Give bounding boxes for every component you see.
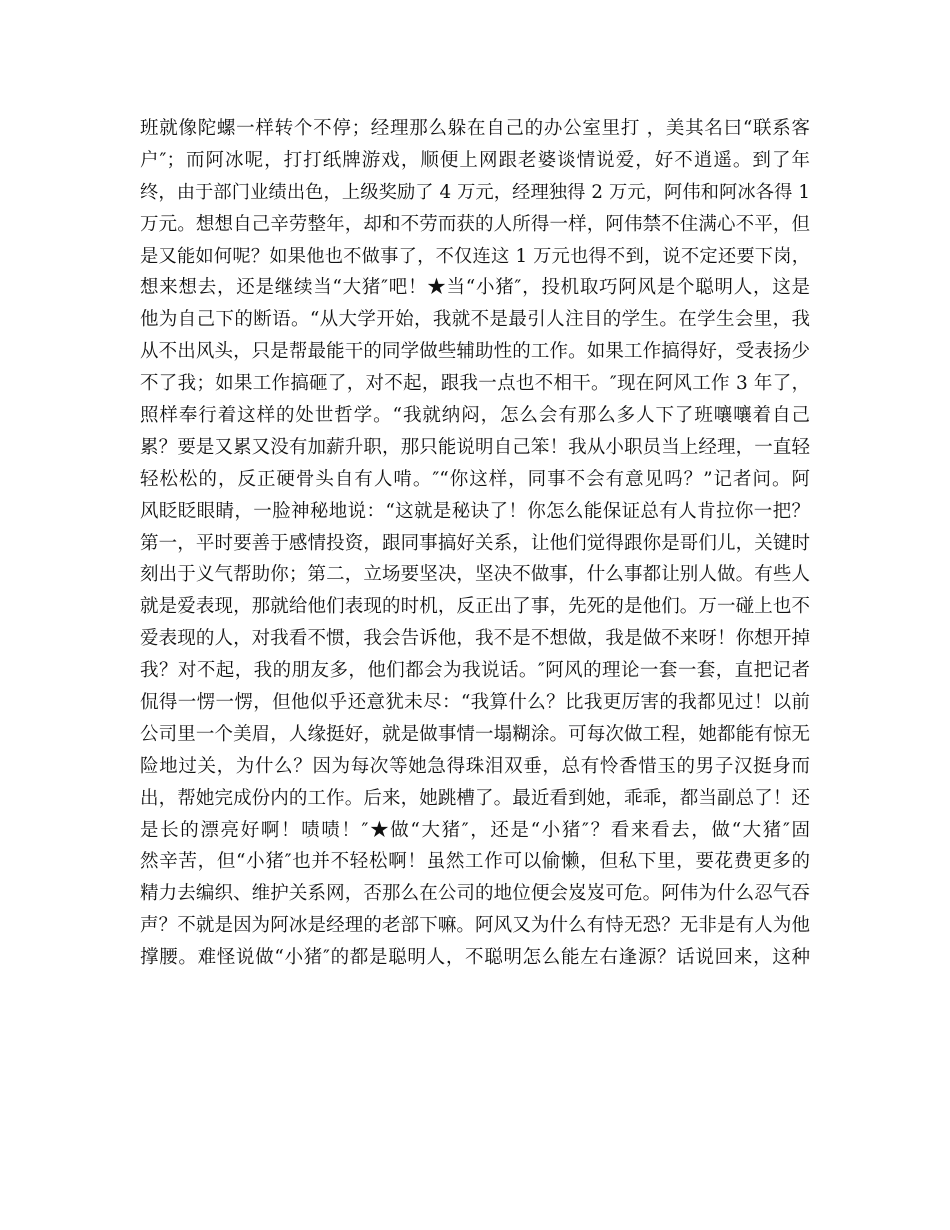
text-line: 出，帮她完成份内的工作。后来，她跳槽了。最近看到她，乖乖，都当副总了！还 (140, 787, 810, 809)
text-line: 精力去编织、维护关系网，否那么在公司的地位便会岌岌可危。阿伟为什么忍气吞 (140, 883, 810, 905)
text-line: 他为自己下的断语。“从大学开始，我就不是最引人注目的学生。在学生会里，我 (140, 309, 810, 331)
text-line: 侃得一愣一愣，但他似乎还意犹未尽：“我算什么？比我更厉害的我都见过！以前 (140, 692, 810, 714)
text-line: 是长的漂亮好啊！啧啧！″★做“大猪″，还是“小猪″？看来看去，做“大猪″固 (140, 819, 810, 841)
body-text (140, 113, 810, 974)
text-line: 户″；而阿冰呢，打打纸牌游戏，顺便上网跟老婆谈情说爱，好不逍遥。到了年 (140, 149, 810, 171)
text-line: 爱表现的人，对我看不惯，我会告诉他，我不是不想做，我是做不来呀！你想开掉 (140, 628, 810, 650)
text-line: 累？要是又累又没有加薪升职，那只能说明自己笨！我从小职员当上经理，一直轻 (140, 436, 810, 458)
text-line: 班就像陀螺一样转个不停；经理那么躲在自己的办公室里打 ，美其名曰“联系客 (140, 118, 810, 139)
text-line: 刻出于义气帮助你；第二，立场要坚决，坚决不做事，什么事都让别人做。有些人 (140, 564, 810, 586)
text-line: 撑腰。难怪说做“小猪″的都是聪明人，不聪明怎么能左右逢源？话说回来，这种 (140, 947, 810, 969)
text-line: 万元。想想自己辛劳整年，却和不劳而获的人所得一样，阿伟禁不住满心不平，但 (140, 213, 810, 235)
text-line: 第一，平时要善于感情投资，跟同事搞好关系，让他们觉得跟你是哥们儿，关键时 (140, 532, 810, 554)
text-line: 从不出风头，只是帮最能干的同学做些辅助性的工作。如果工作搞得好，受表扬少 (140, 341, 810, 363)
text-line: 就是爱表现，那就给他们表现的时机，反正出了事，先死的是他们。万一碰上也不 (140, 596, 810, 618)
text-line: 不了我；如果工作搞砸了，对不起，跟我一点也不相干。″现在阿风工作 3 年了， (140, 373, 810, 395)
text-line: 照样奉行着这样的处世哲学。“我就纳闷，怎么会有那么多人下了班嚷嚷着自己 (140, 405, 810, 427)
text-line: 我？对不起，我的朋友多，他们都会为我说话。″阿风的理论一套一套，直把记者 (140, 660, 810, 682)
text-line: 然辛苦，但“小猪″也并不轻松啊！虽然工作可以偷懒，但私下里，要花费更多的 (140, 851, 810, 873)
text-line: 声？不就是因为阿冰是经理的老部下嘛。阿风又为什么有恃无恐？无非是有人为他 (140, 915, 810, 937)
text-line: 风眨眨眼睛，一脸神秘地说：“这就是秘诀了！你怎么能保证总有人肯拉你一把？ (140, 500, 810, 522)
text-line: 想来想去，还是继续当“大猪″吧！★当“小猪″，投机取巧阿风是个聪明人，这是 (140, 277, 810, 299)
text-line: 是又能如何呢？如果他也不做事了，不仅连这 1 万元也得不到，说不定还要下岗， (140, 245, 810, 267)
text-line: 公司里一个美眉，人缘挺好，就是做事情一塌糊涂。可每次做工程，她都能有惊无 (140, 723, 810, 745)
text-line: 终，由于部门业绩出色，上级奖励了 4 万元，经理独得 2 万元，阿伟和阿冰各得 1 (140, 181, 810, 203)
text-line: 轻松松的，反正硬骨头自有人啃。″“你这样，同事不会有意见吗？”记者问。阿 (140, 468, 810, 490)
text-line: 险地过关，为什么？因为每次等她急得珠泪双垂，总有怜香惜玉的男子汉挺身而 (140, 755, 810, 777)
